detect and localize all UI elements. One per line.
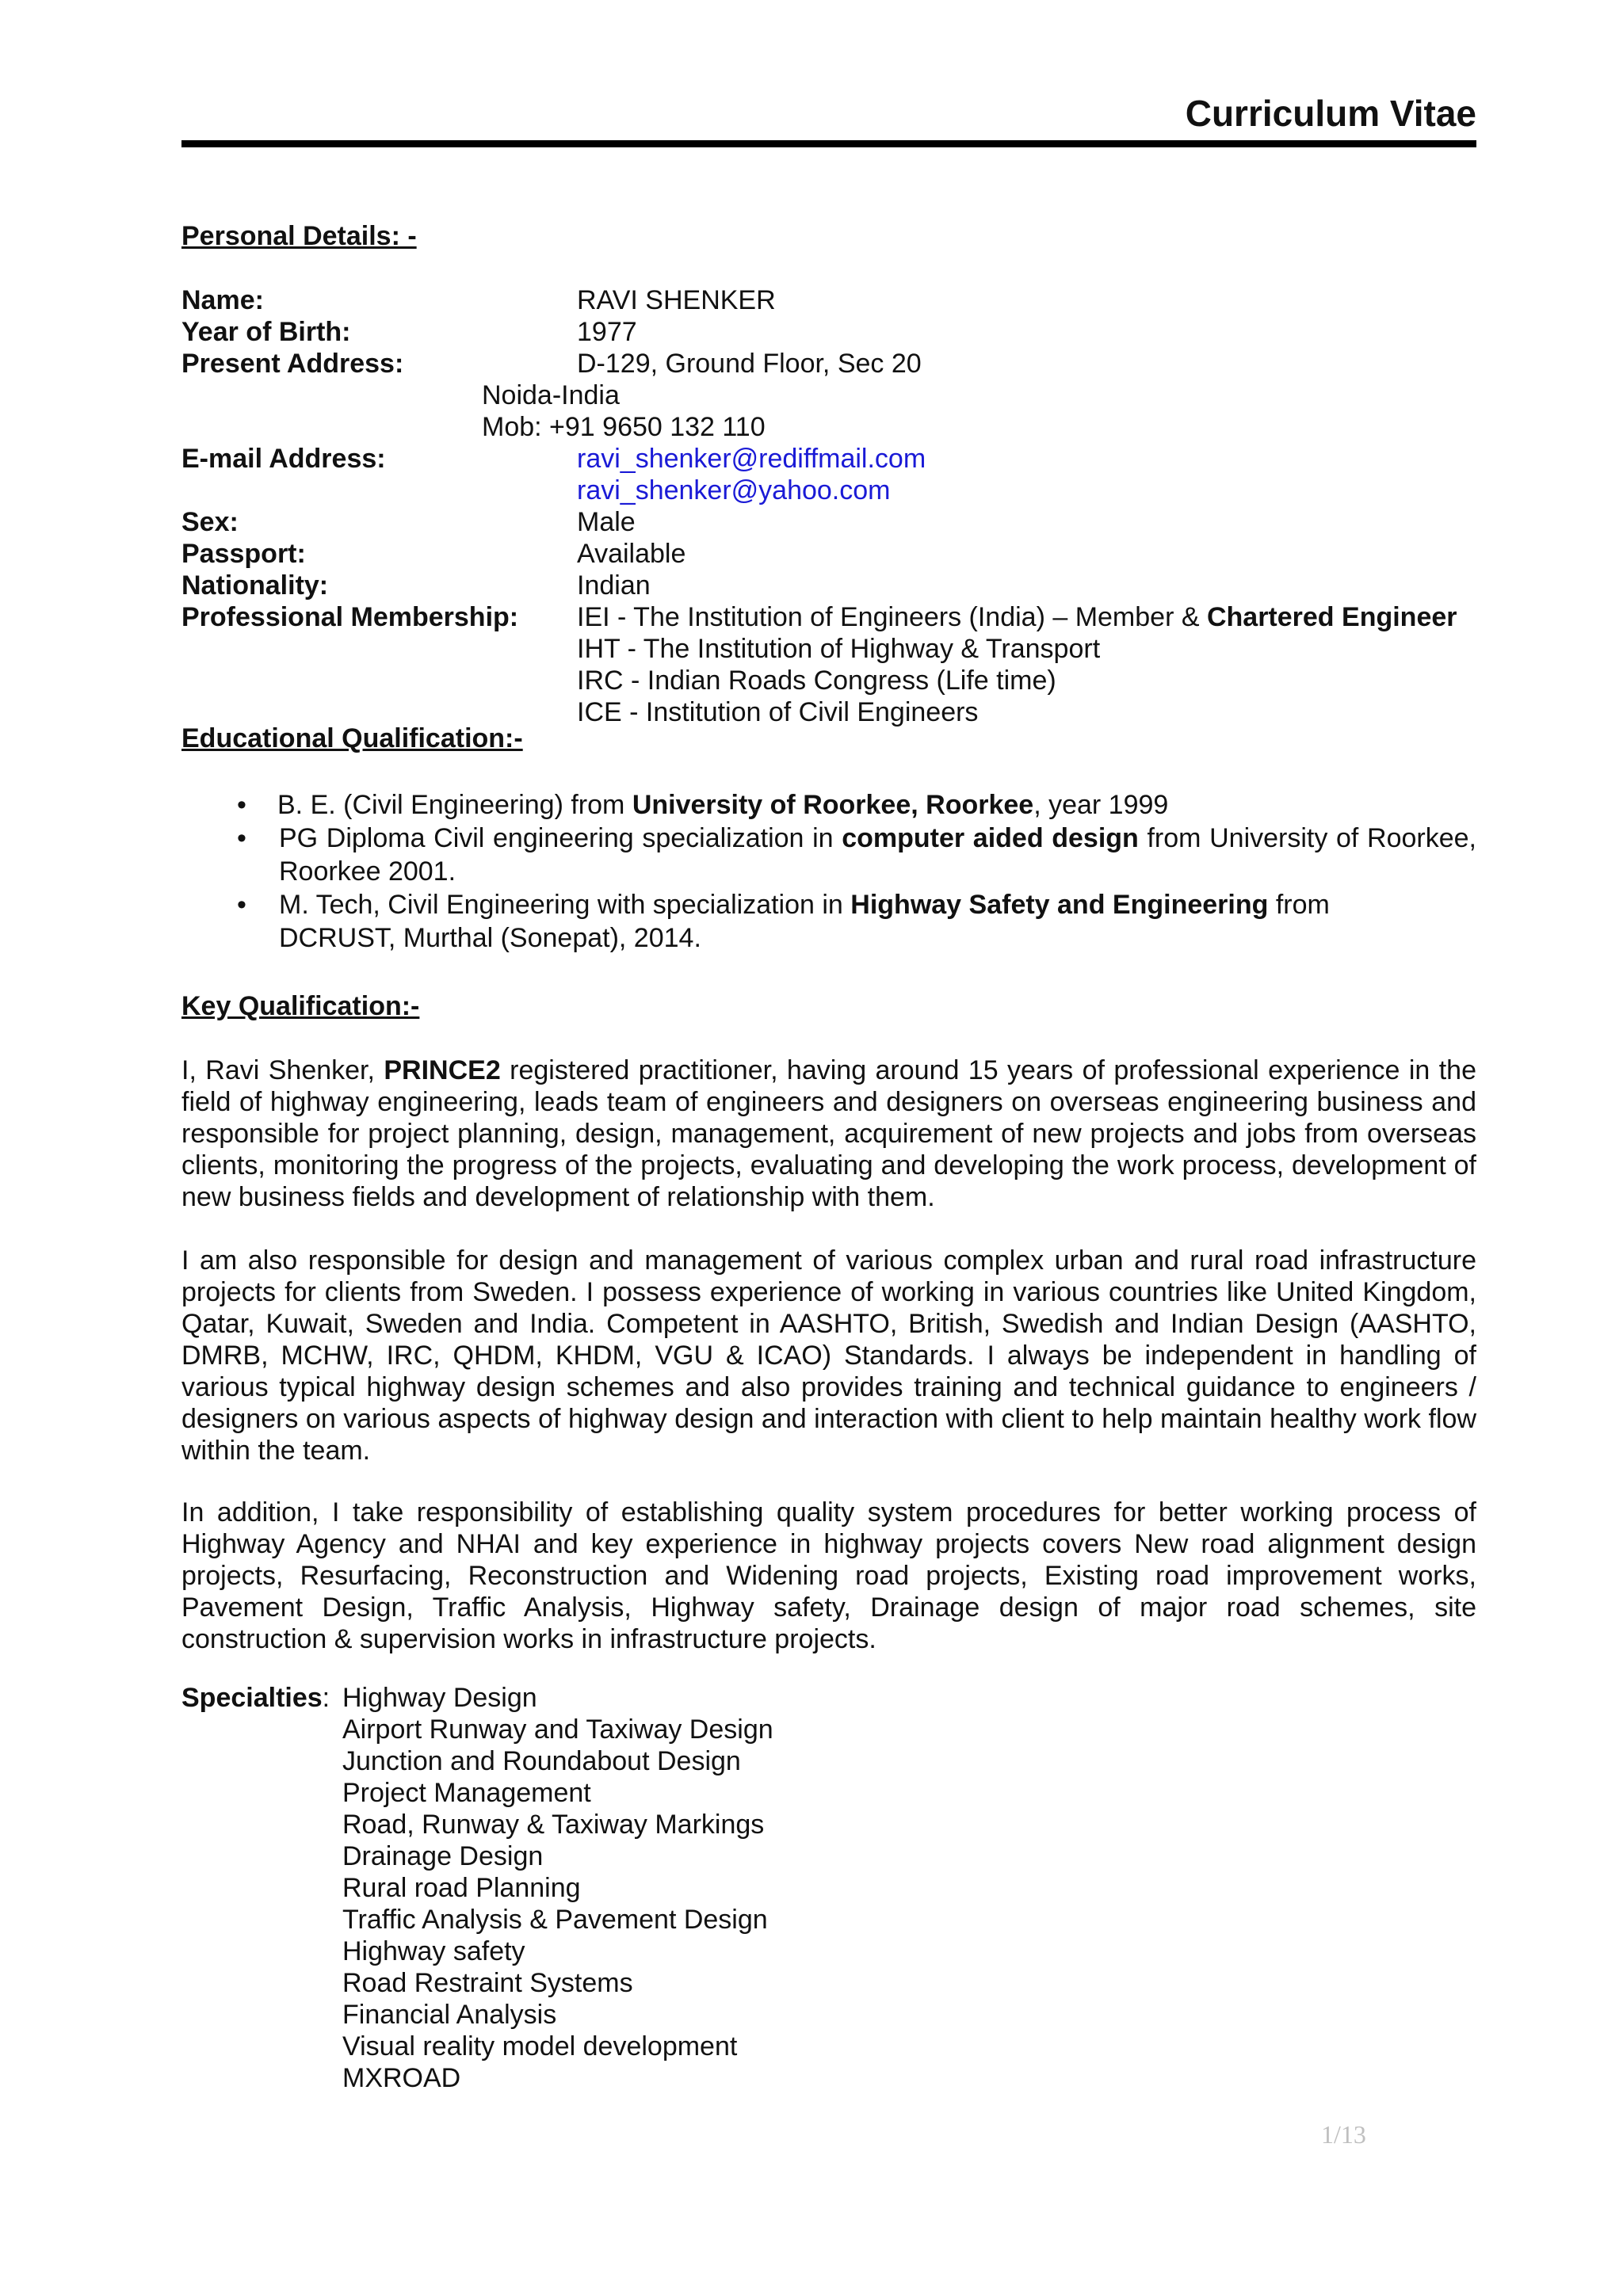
name-row	[181, 284, 1476, 316]
address-line1: D-129, Ground Floor, Sec 20	[577, 349, 922, 379]
email-link-2[interactable]: ravi_shenker@yahoo.com	[577, 475, 891, 505]
specialty-item: Highway Design	[342, 1683, 537, 1713]
specialty-item: Traffic Analysis & Pavement Design	[342, 1905, 768, 1935]
specialty-item: Financial Analysis	[342, 2000, 557, 2030]
specialty-item: Rural road Planning	[342, 1873, 581, 1903]
nationality-label: Nationality:	[181, 570, 329, 601]
specialty-item: MXROAD	[342, 2063, 461, 2093]
membership-2: IHT - The Institution of Highway & Transport	[577, 634, 1101, 664]
sex-label: Sex:	[181, 507, 239, 537]
education-list	[181, 788, 1476, 955]
address-label: Present Address:	[181, 349, 404, 379]
address-line2: Noida-India	[482, 380, 620, 410]
birth-label: Year of Birth:	[181, 317, 351, 347]
nationality-value: Indian	[577, 570, 651, 601]
specialty-item: Road, Runway & Taxiway Markings	[342, 1810, 765, 1840]
key-paragraph-1: I, Ravi Shenker, PRINCE2 registered practitioner, having around 15 years of professional experience in the field of highway engineering, leads team of engineers and designers on overseas engineering business and responsible for project planning, design, management, acquirement of new projects and jobs from overseas clients, monitoring the progress of the projects, evaluating and developing the work process, development of new business fields and development of relationship with them.	[181, 1055, 1476, 1212]
birth-value: 1977	[577, 317, 637, 347]
name-value: RAVI SHENKER	[577, 285, 776, 315]
education-item-1: • B. E. (Civil Engineering) from University of Roorkee, Roorkee, year 1999	[237, 790, 1169, 820]
membership-1: IEI - The Institution of Engineers (India) – Member & Chartered Engineer	[577, 602, 1457, 632]
education-item-2: • PG Diploma Civil engineering specialization in computer aided design from University of Roorkee, Roorkee 2001.	[237, 823, 1476, 887]
document-title: Curriculum Vitae	[1185, 93, 1476, 134]
personal-details-heading: Personal Details: -	[181, 221, 417, 251]
sex-row	[181, 506, 1476, 538]
nationality-row	[181, 570, 1476, 601]
key-paragraph-3: In addition, I take responsibility of establishing quality system procedures for better working process of Highway Agency and NHAI and key experience in highway projects covers New road alignment design projects, Resurfacing, Reconstruction and Widening road projects, Existing road improvement works, Pavement Design, Traffic Analysis, Highway safety, Drainage design of major road schemes, site construction & supervision works in infrastructure projects.	[181, 1497, 1476, 1654]
specialty-item: Visual reality model development	[342, 2031, 738, 2061]
specialties: Specialties: Highway Design Airport Runway and Taxiway Design Junction and Roundabout Design Project Management Road, Runway & Taxiway Markings Drainage Design Rural road Planning Traffic Analysis & Pavement Design Highway safety Road Restraint Systems Financial Analysis Visual reality model development MXROAD	[181, 1683, 773, 2093]
birth-row	[181, 316, 1476, 348]
page-number: 1/13	[1321, 2120, 1366, 2149]
passport-label: Passport:	[181, 539, 306, 569]
specialties-label: Specialties	[181, 1683, 323, 1713]
specialty-item: Drainage Design	[342, 1841, 544, 1871]
education-item-3: • M. Tech, Civil Engineering with specialization in Highway Safety and Engineering from DCRUST, Murthal (Sonepat), 2014.	[237, 890, 1330, 953]
passport-value: Available	[577, 539, 686, 569]
address-line3: Mob: +91 9650 132 110	[482, 412, 766, 442]
membership-4: ICE - Institution of Civil Engineers	[577, 697, 979, 727]
membership-3: IRC - Indian Roads Congress (Life time)	[577, 666, 1056, 696]
email-label: E-mail Address:	[181, 444, 386, 474]
email-row	[181, 443, 1476, 475]
key-paragraph-2: I am also responsible for design and management of various complex urban and rural road infrastructure projects for clients from Sweden. I possess experience of working in various countries like United Kingdom, Qatar, Kuwait, Sweden and India. Competent in AASHTO, British, Swedish and Indian Design (AASHTO, DMRB, MCHW, IRC, QHDM, KHDM, VGU & ICAO) Standards. I always be independent in handling of various typical highway design schemes and also provides training and technical guidance to engineers / designers on various aspects of highway design and interaction with client to help maintain healthy work flow within the team.	[181, 1245, 1476, 1466]
header-divider	[181, 140, 1476, 147]
bullet-icon: •	[237, 823, 246, 853]
education-heading: Educational Qualification:-	[181, 723, 523, 753]
membership-label: Professional Membership:	[181, 602, 519, 632]
specialty-item: Junction and Roundabout Design	[342, 1746, 741, 1776]
specialty-item: Project Management	[342, 1778, 591, 1808]
specialty-item: Highway safety	[342, 1936, 525, 1966]
key-qualification-heading: Key Qualification:-	[181, 991, 420, 1021]
personal-details	[181, 284, 1476, 728]
sex-value: Male	[577, 507, 636, 537]
membership-row	[181, 601, 1476, 633]
address-row	[181, 348, 1476, 379]
email-link-1[interactable]: ravi_shenker@rediffmail.com	[577, 444, 926, 474]
passport-row	[181, 538, 1476, 570]
bullet-icon: •	[237, 890, 246, 920]
specialty-item: Airport Runway and Taxiway Design	[342, 1714, 773, 1745]
bullet-icon: •	[237, 790, 246, 820]
name-label: Name:	[181, 285, 264, 315]
specialties-list	[342, 1682, 773, 2094]
specialty-item: Road Restraint Systems	[342, 1968, 633, 1998]
email-row-2	[181, 475, 1476, 506]
